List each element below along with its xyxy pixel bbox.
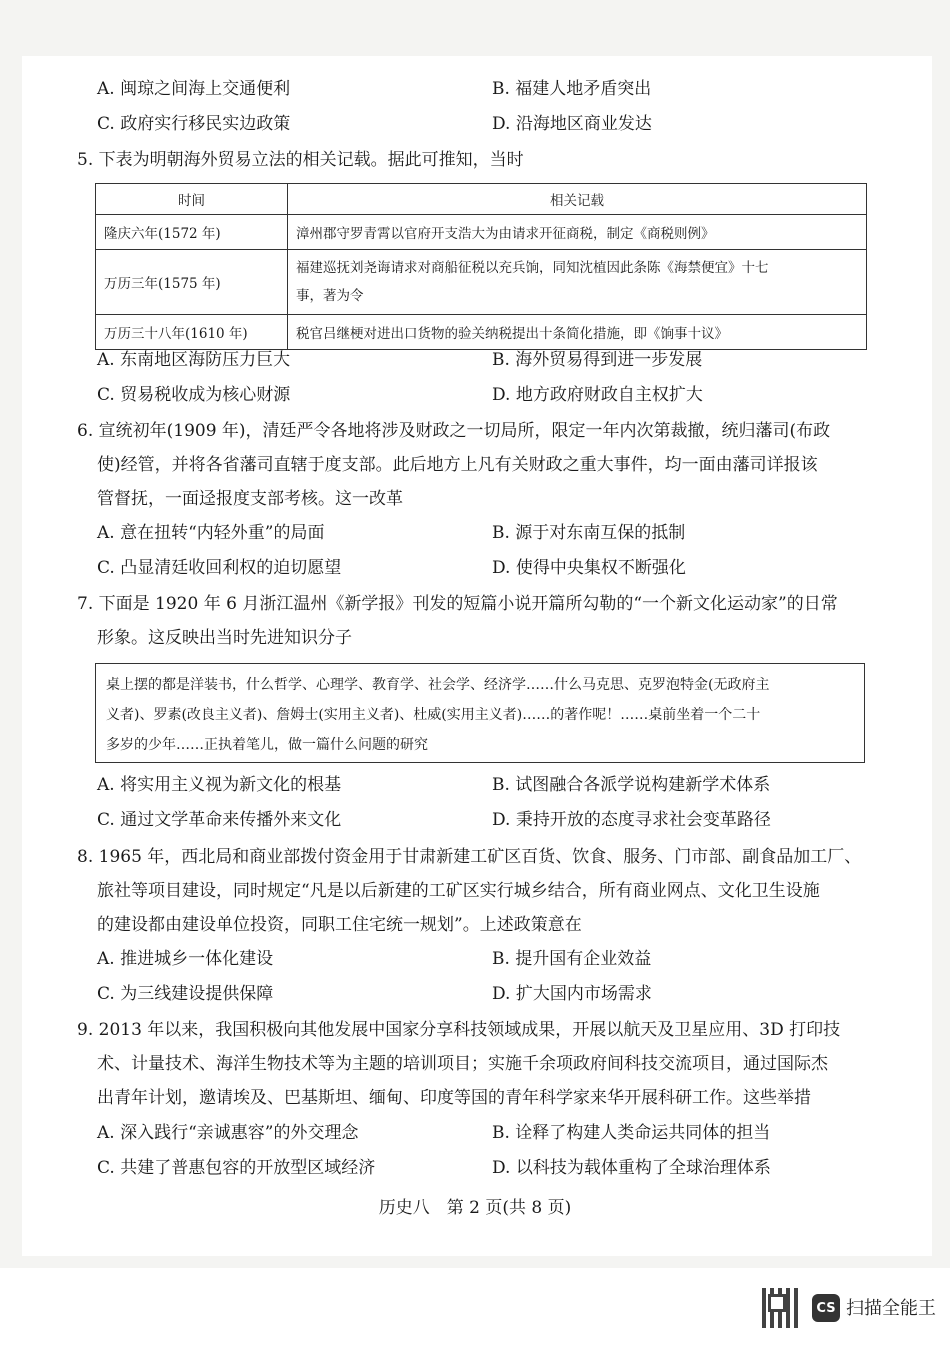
- q7-stem-line: 形象。这反映出当时先进知识分子: [97, 628, 352, 648]
- q9-option-d: D. 以科技为载体重构了全球治理体系: [492, 1158, 771, 1178]
- scanner-app-name: 扫描全能王: [846, 1298, 936, 1319]
- table-cell-record: 漳州郡守罗青霄以官府开支浩大为由请求开征商税，制定《商税则例》: [288, 215, 867, 250]
- q6-stem-line: 使)经管，并将各省藩司直辖于度支部。此后地方上凡有关财政之重大事件，均一面由藩司详报该: [97, 455, 818, 475]
- q6-stem-line: 6. 宣统初年(1909 年)，清廷严令各地将涉及财政之一切局所，限定一年内次第裁撤，统归藩司(布政: [77, 421, 831, 441]
- scanner-bar: [0, 1268, 950, 1345]
- q8-option-d: D. 扩大国内市场需求: [492, 984, 652, 1004]
- q4-option-a: A. 闽琼之间海上交通便利: [97, 79, 291, 99]
- q9-stem-line: 9. 2013 年以来，我国积极向其他发展中国家分享科技领域成果，开展以航天及卫星应用、3D 打印技: [77, 1020, 841, 1040]
- q9-option-a: A. 深入践行“亲诚惠容”的外交理念: [97, 1123, 359, 1143]
- q8-option-c: C. 为三线建设提供保障: [97, 984, 274, 1004]
- table-row: [96, 250, 867, 315]
- scanner-logo-icon: CS: [812, 1294, 840, 1322]
- q9-stem-line: 术、计量技术、海洋生物技术等为主题的培训项目；实施千余项政府间科技交流项目，通过国际杰: [97, 1054, 828, 1074]
- q6-stem-line: 管督抚，一面迳报度支部考核。这一改革: [97, 489, 403, 509]
- q6-option-c: C. 凸显清廷收回利权的迫切愿望: [97, 558, 342, 578]
- q6-option-a: A. 意在扭转“内轻外重”的局面: [97, 523, 325, 543]
- q7-option-c: C. 通过文学革命来传播外来文化: [97, 810, 342, 830]
- table-row: [96, 315, 867, 350]
- q7-option-d: D. 秉持开放的态度寻求社会变革路径: [492, 810, 771, 830]
- q8-option-a: A. 推进城乡一体化建设: [97, 949, 274, 969]
- quote-line: 多岁的少年……正执着笔儿，做一篇什么问题的研究: [106, 737, 428, 753]
- table-cell-record-line: 事，著为令: [296, 288, 364, 304]
- q8-stem-line: 的建设都由建设单位投资，同职工住宅统一规划”。上述政策意在: [97, 915, 582, 935]
- q7-quote-box: [95, 663, 865, 763]
- q6-option-b: B. 源于对东南互保的抵制: [492, 523, 686, 543]
- q5-stem: 5. 下表为明朝海外贸易立法的相关记载。据此可推知，当时: [77, 150, 524, 170]
- q7-option-b: B. 试图融合各派学说构建新学术体系: [492, 775, 771, 795]
- table-cell-record: 税官吕继梗对进出口货物的验关纳税提出十条简化措施，即《饷事十议》: [288, 315, 867, 350]
- q7-option-a: A. 将实用主义视为新文化的根基: [97, 775, 342, 795]
- q8-stem-line: 8. 1965 年，西北局和商业部拨付资金用于甘肃新建工矿区百货、饮食、服务、门市部、副食品加工厂、: [77, 847, 862, 867]
- table-header-time: 时间: [96, 184, 288, 215]
- q6-option-d: D. 使得中央集权不断强化: [492, 558, 686, 578]
- q9-option-c: C. 共建了普惠包容的开放型区域经济: [97, 1158, 376, 1178]
- qr-code-icon: [762, 1288, 802, 1328]
- table-cell-time: 万历三十八年(1610 年): [96, 315, 288, 350]
- q7-stem-line: 7. 下面是 1920 年 6 月浙江温州《新学报》刊发的短篇小说开篇所勾勒的“一个新文化运动家”的日常: [77, 594, 838, 614]
- table-cell-time: 隆庆六年(1572 年): [96, 215, 288, 250]
- q9-stem-line: 出青年计划，邀请埃及、巴基斯坦、缅甸、印度等国的青年科学家来华开展科研工作。这些举措: [97, 1088, 811, 1108]
- table-header-record: 相关记载: [288, 184, 867, 215]
- quote-line: 义者)、罗素(改良主义者)、詹姆士(实用主义者)、杜威(实用主义者)……的著作呢！……桌前坐着一个二十: [106, 707, 761, 723]
- table-cell-record: [288, 250, 867, 315]
- q5-record-table: [95, 183, 867, 350]
- table-row: [96, 215, 867, 250]
- table-cell-record-line: 福建巡抚刘尧诲请求对商船征税以充兵饷，同知沈植因此条陈《海禁便宜》十七: [296, 260, 769, 276]
- table-header-row: [96, 184, 867, 215]
- q4-option-b: B. 福建人地矛盾突出: [492, 79, 652, 99]
- q8-stem-line: 旅社等项目建设，同时规定“凡是以后新建的工矿区实行城乡结合，所有商业网点、文化卫生设施: [97, 881, 820, 901]
- q4-option-d: D. 沿海地区商业发达: [492, 114, 652, 134]
- q5-option-d: D. 地方政府财政自主权扩大: [492, 385, 703, 405]
- table-cell-time: 万历三年(1575 年): [96, 250, 288, 315]
- q5-option-a: A. 东南地区海防压力巨大: [97, 350, 291, 370]
- q5-option-b: B. 海外贸易得到进一步发展: [492, 350, 703, 370]
- q8-option-b: B. 提升国有企业效益: [492, 949, 652, 969]
- q4-option-c: C. 政府实行移民实边政策: [97, 114, 291, 134]
- quote-line: 桌上摆的都是洋装书，什么哲学、心理学、教育学、社会学、经济学……什么马克思、克罗泡特金(无政府主: [106, 677, 770, 693]
- q9-option-b: B. 诠释了构建人类命运共同体的担当: [492, 1123, 771, 1143]
- page-footer: 历史八 第 2 页(共 8 页): [378, 1198, 572, 1218]
- q5-option-c: C. 贸易税收成为核心财源: [97, 385, 291, 405]
